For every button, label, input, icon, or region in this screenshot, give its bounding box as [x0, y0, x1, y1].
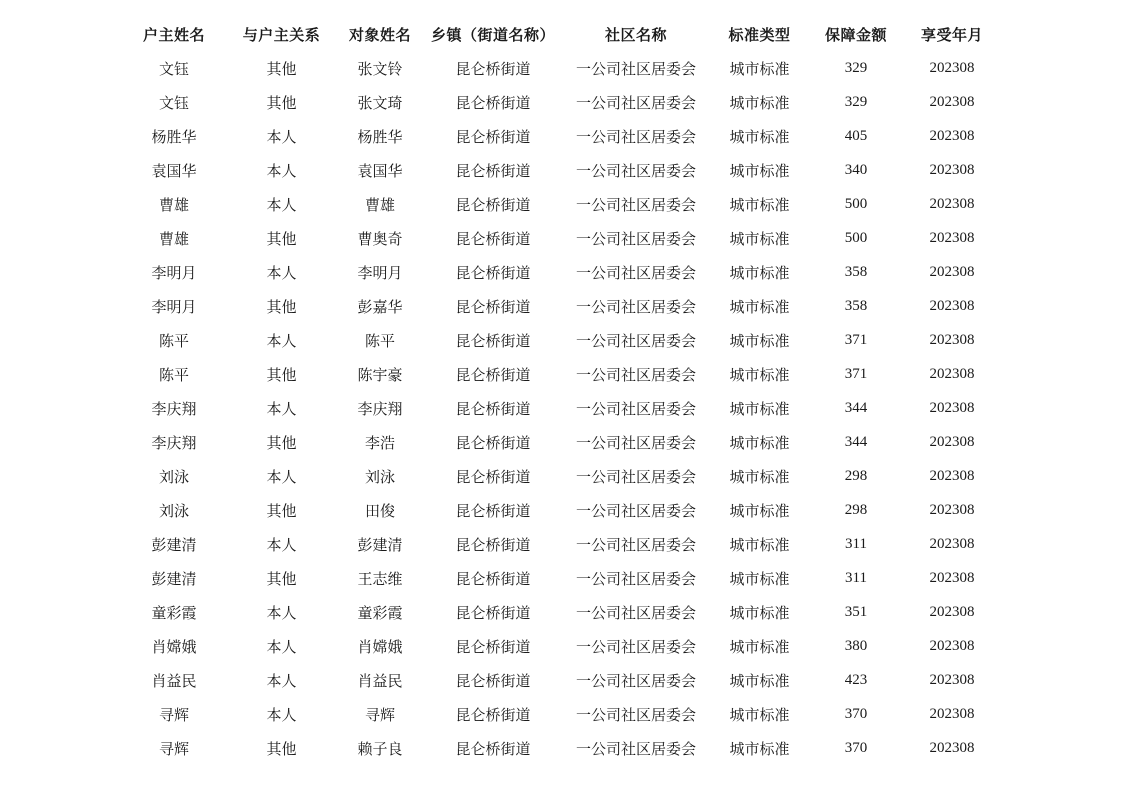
amount-cell: 298 [844, 467, 868, 484]
header-benefit-month: 享受年月 [920, 25, 983, 44]
community-cell: 一公司社区居委会 [575, 501, 696, 520]
standard-type-cell: 城市标准 [729, 365, 790, 384]
recipient-name-cell: 寻辉 [364, 705, 395, 724]
amount-cell: 358 [844, 297, 868, 314]
relationship-cell: 本人 [266, 705, 297, 724]
table-row [120, 425, 1000, 459]
recipient-name-cell: 田俊 [364, 501, 395, 520]
community-cell: 一公司社区居委会 [575, 297, 696, 316]
amount-cell: 329 [844, 59, 868, 76]
month-cell: 202308 [929, 637, 975, 654]
standard-type-cell: 城市标准 [729, 467, 790, 486]
township-cell: 昆仑桥街道 [455, 365, 531, 384]
relationship-cell: 本人 [266, 535, 297, 554]
household-head-cell: 彭建清 [151, 535, 197, 554]
community-cell: 一公司社区居委会 [575, 161, 696, 180]
township-cell: 昆仑桥街道 [455, 535, 531, 554]
amount-cell: 311 [845, 569, 867, 586]
standard-type-cell: 城市标准 [729, 739, 790, 758]
standard-type-cell: 城市标准 [729, 127, 790, 146]
township-cell: 昆仑桥街道 [455, 59, 531, 78]
community-cell: 一公司社区居委会 [575, 195, 696, 214]
recipient-name-cell: 李庆翔 [357, 399, 403, 418]
recipient-name-cell: 曹雄 [364, 195, 395, 214]
recipient-name-cell: 张文铃 [357, 59, 403, 78]
header-relationship: 与户主关系 [242, 25, 321, 44]
month-cell: 202308 [929, 671, 975, 688]
relationship-cell: 本人 [266, 637, 297, 656]
community-cell: 一公司社区居委会 [575, 331, 696, 350]
table-row [120, 289, 1000, 323]
month-cell: 202308 [929, 603, 975, 620]
community-cell: 一公司社区居委会 [575, 365, 696, 384]
table-row [120, 629, 1000, 663]
standard-type-cell: 城市标准 [729, 331, 790, 350]
household-head-cell: 曹雄 [158, 195, 189, 214]
relationship-cell: 其他 [266, 501, 297, 520]
recipient-name-cell: 李明月 [357, 263, 403, 282]
township-cell: 昆仑桥街道 [455, 297, 531, 316]
household-head-cell: 肖嫦娥 [151, 637, 197, 656]
table-row [120, 663, 1000, 697]
community-cell: 一公司社区居委会 [575, 739, 696, 758]
table-row [120, 85, 1000, 119]
household-head-cell: 寻辉 [158, 705, 189, 724]
header-benefit-amount: 保障金额 [824, 25, 887, 44]
table-row [120, 595, 1000, 629]
amount-cell: 344 [844, 399, 868, 416]
month-cell: 202308 [929, 297, 975, 314]
relationship-cell: 本人 [266, 399, 297, 418]
amount-cell: 344 [844, 433, 868, 450]
amount-cell: 423 [844, 671, 868, 688]
amount-cell: 370 [844, 739, 868, 756]
household-head-cell: 曹雄 [158, 229, 189, 248]
amount-cell: 358 [844, 263, 868, 280]
header-recipient-name: 对象姓名 [348, 25, 411, 44]
month-cell: 202308 [929, 93, 975, 110]
month-cell: 202308 [929, 433, 975, 450]
township-cell: 昆仑桥街道 [455, 637, 531, 656]
household-head-cell: 杨胜华 [151, 127, 197, 146]
recipient-name-cell: 童彩霞 [357, 603, 403, 622]
household-head-cell: 袁国华 [151, 161, 197, 180]
township-cell: 昆仑桥街道 [455, 229, 531, 248]
relationship-cell: 本人 [266, 161, 297, 180]
household-head-cell: 童彩霞 [151, 603, 197, 622]
relationship-cell: 其他 [266, 229, 297, 248]
township-cell: 昆仑桥街道 [455, 195, 531, 214]
standard-type-cell: 城市标准 [729, 161, 790, 180]
standard-type-cell: 城市标准 [729, 229, 790, 248]
table-row [120, 459, 1000, 493]
household-head-cell: 李明月 [151, 263, 197, 282]
amount-cell: 405 [844, 127, 868, 144]
relationship-cell: 其他 [266, 569, 297, 588]
township-cell: 昆仑桥街道 [455, 127, 531, 146]
month-cell: 202308 [929, 501, 975, 518]
beneficiary-table [120, 17, 1000, 765]
table-header-row [120, 17, 1000, 51]
month-cell: 202308 [929, 365, 975, 382]
township-cell: 昆仑桥街道 [455, 467, 531, 486]
relationship-cell: 其他 [266, 59, 297, 78]
table-row [120, 255, 1000, 289]
standard-type-cell: 城市标准 [729, 637, 790, 656]
recipient-name-cell: 王志维 [357, 569, 403, 588]
household-head-cell: 文钰 [158, 93, 189, 112]
amount-cell: 371 [844, 365, 868, 382]
month-cell: 202308 [929, 739, 975, 756]
table-row [120, 119, 1000, 153]
table-row [120, 357, 1000, 391]
relationship-cell: 本人 [266, 603, 297, 622]
relationship-cell: 本人 [266, 127, 297, 146]
household-head-cell: 陈平 [158, 365, 189, 384]
relationship-cell: 本人 [266, 671, 297, 690]
month-cell: 202308 [929, 229, 975, 246]
recipient-name-cell: 彭建清 [357, 535, 403, 554]
township-cell: 昆仑桥街道 [455, 501, 531, 520]
relationship-cell: 其他 [266, 433, 297, 452]
household-head-cell: 李庆翔 [151, 399, 197, 418]
community-cell: 一公司社区居委会 [575, 603, 696, 622]
relationship-cell: 其他 [266, 297, 297, 316]
month-cell: 202308 [929, 59, 975, 76]
month-cell: 202308 [929, 399, 975, 416]
header-community-name: 社区名称 [604, 25, 667, 44]
table-row [120, 493, 1000, 527]
amount-cell: 351 [844, 603, 868, 620]
community-cell: 一公司社区居委会 [575, 705, 696, 724]
township-cell: 昆仑桥街道 [455, 705, 531, 724]
table-row [120, 697, 1000, 731]
amount-cell: 380 [844, 637, 868, 654]
month-cell: 202308 [929, 127, 975, 144]
community-cell: 一公司社区居委会 [575, 59, 696, 78]
standard-type-cell: 城市标准 [729, 569, 790, 588]
household-head-cell: 肖益民 [151, 671, 197, 690]
township-cell: 昆仑桥街道 [455, 569, 531, 588]
recipient-name-cell: 肖嫦娥 [357, 637, 403, 656]
month-cell: 202308 [929, 705, 975, 722]
township-cell: 昆仑桥街道 [455, 263, 531, 282]
household-head-cell: 陈平 [158, 331, 189, 350]
amount-cell: 340 [844, 161, 868, 178]
standard-type-cell: 城市标准 [729, 93, 790, 112]
community-cell: 一公司社区居委会 [575, 637, 696, 656]
relationship-cell: 本人 [266, 263, 297, 282]
table-row [120, 561, 1000, 595]
table-row [120, 221, 1000, 255]
township-cell: 昆仑桥街道 [455, 603, 531, 622]
month-cell: 202308 [929, 569, 975, 586]
recipient-name-cell: 李浩 [364, 433, 395, 452]
table-row [120, 153, 1000, 187]
standard-type-cell: 城市标准 [729, 297, 790, 316]
township-cell: 昆仑桥街道 [455, 671, 531, 690]
standard-type-cell: 城市标准 [729, 535, 790, 554]
header-township-street: 乡镇（街道名称） [430, 25, 555, 44]
community-cell: 一公司社区居委会 [575, 569, 696, 588]
amount-cell: 500 [844, 229, 868, 246]
community-cell: 一公司社区居委会 [575, 535, 696, 554]
household-head-cell: 刘泳 [158, 501, 189, 520]
table-row [120, 187, 1000, 221]
amount-cell: 370 [844, 705, 868, 722]
community-cell: 一公司社区居委会 [575, 229, 696, 248]
township-cell: 昆仑桥街道 [455, 433, 531, 452]
month-cell: 202308 [929, 263, 975, 280]
relationship-cell: 本人 [266, 467, 297, 486]
household-head-cell: 文钰 [158, 59, 189, 78]
household-head-cell: 刘泳 [158, 467, 189, 486]
standard-type-cell: 城市标准 [729, 433, 790, 452]
community-cell: 一公司社区居委会 [575, 399, 696, 418]
table-row [120, 51, 1000, 85]
standard-type-cell: 城市标准 [729, 195, 790, 214]
header-household-head-name: 户主姓名 [142, 25, 205, 44]
recipient-name-cell: 陈宇豪 [357, 365, 403, 384]
standard-type-cell: 城市标准 [729, 671, 790, 690]
relationship-cell: 其他 [266, 739, 297, 758]
relationship-cell: 其他 [266, 93, 297, 112]
standard-type-cell: 城市标准 [729, 705, 790, 724]
table-row [120, 391, 1000, 425]
community-cell: 一公司社区居委会 [575, 127, 696, 146]
township-cell: 昆仑桥街道 [455, 739, 531, 758]
standard-type-cell: 城市标准 [729, 263, 790, 282]
recipient-name-cell: 杨胜华 [357, 127, 403, 146]
recipient-name-cell: 赖子良 [357, 739, 403, 758]
household-head-cell: 彭建清 [151, 569, 197, 588]
standard-type-cell: 城市标准 [729, 399, 790, 418]
header-standard-type: 标准类型 [728, 25, 791, 44]
recipient-name-cell: 刘泳 [364, 467, 395, 486]
household-head-cell: 李明月 [151, 297, 197, 316]
township-cell: 昆仑桥街道 [455, 93, 531, 112]
community-cell: 一公司社区居委会 [575, 263, 696, 282]
amount-cell: 311 [845, 535, 867, 552]
community-cell: 一公司社区居委会 [575, 671, 696, 690]
township-cell: 昆仑桥街道 [455, 399, 531, 418]
month-cell: 202308 [929, 195, 975, 212]
relationship-cell: 本人 [266, 195, 297, 214]
recipient-name-cell: 袁国华 [357, 161, 403, 180]
community-cell: 一公司社区居委会 [575, 93, 696, 112]
recipient-name-cell: 肖益民 [357, 671, 403, 690]
amount-cell: 298 [844, 501, 868, 518]
amount-cell: 500 [844, 195, 868, 212]
month-cell: 202308 [929, 331, 975, 348]
table-row [120, 731, 1000, 765]
month-cell: 202308 [929, 467, 975, 484]
recipient-name-cell: 曹奥奇 [357, 229, 403, 248]
recipient-name-cell: 彭嘉华 [357, 297, 403, 316]
amount-cell: 329 [844, 93, 868, 110]
township-cell: 昆仑桥街道 [455, 331, 531, 350]
standard-type-cell: 城市标准 [729, 501, 790, 520]
table-row [120, 323, 1000, 357]
community-cell: 一公司社区居委会 [575, 433, 696, 452]
table-body [120, 51, 1000, 765]
household-head-cell: 李庆翔 [151, 433, 197, 452]
relationship-cell: 本人 [266, 331, 297, 350]
standard-type-cell: 城市标准 [729, 603, 790, 622]
community-cell: 一公司社区居委会 [575, 467, 696, 486]
township-cell: 昆仑桥街道 [455, 161, 531, 180]
recipient-name-cell: 张文琦 [357, 93, 403, 112]
recipient-name-cell: 陈平 [364, 331, 395, 350]
relationship-cell: 其他 [266, 365, 297, 384]
amount-cell: 371 [844, 331, 868, 348]
standard-type-cell: 城市标准 [729, 59, 790, 78]
month-cell: 202308 [929, 161, 975, 178]
month-cell: 202308 [929, 535, 975, 552]
household-head-cell: 寻辉 [158, 739, 189, 758]
table-row [120, 527, 1000, 561]
